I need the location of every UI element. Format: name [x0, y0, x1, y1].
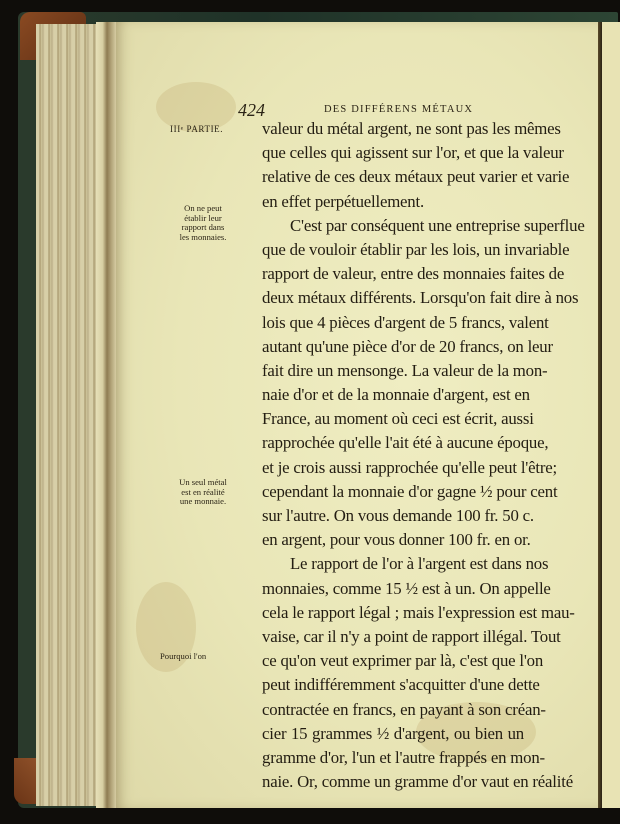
margin-note-line: les monnaies.	[179, 231, 227, 242]
text-line: lois que 4 pièces d'argent de 5 francs, valent	[262, 312, 549, 332]
text-line: cependant la monnaie d'or gagne ½ pour cent	[262, 481, 558, 501]
text-line: valeur du métal argent, ne sont pas les mêmes	[262, 119, 561, 138]
running-title: DES DIFFÉRENS MÉTAUX	[324, 104, 474, 115]
text-line: et je crois aussi rapprochée qu'elle peut l'être;	[262, 457, 557, 477]
margin-note-line: rapport dans	[181, 222, 225, 233]
text-line: cier 15 grammes ½ d'argent, ou bien un	[262, 723, 524, 743]
margin-note-line: établir leur	[184, 212, 222, 223]
text-line: naie. Or, comme un gramme d'or vaut en réalité	[262, 772, 573, 792]
page-edges-inner	[96, 22, 118, 808]
text-line: gramme d'or, l'un et l'autre frappés en mon-	[262, 747, 545, 767]
text-line: Le rapport de l'or à l'argent est dans nos	[290, 554, 549, 574]
body-text	[262, 117, 585, 794]
margin-note-line: Pourquoi l'on	[160, 651, 207, 661]
margin-note-line: On ne peut	[184, 203, 222, 213]
text-line: que de vouloir établir par les lois, un invariable	[262, 239, 570, 259]
page-edges	[36, 24, 102, 806]
text-line: autant qu'une pièce d'or de 20 francs, on leur	[262, 336, 553, 356]
text-line: en argent, pour vous donner 100 fr. en or.	[262, 530, 531, 550]
text-line: ce qu'on veut exprimer par là, c'est que l'on	[262, 651, 544, 671]
text-line: cela le rapport légal ; mais l'expression est mau-	[262, 602, 575, 622]
margin-note-line: est en réalité	[181, 486, 225, 497]
facing-page-edge	[602, 22, 620, 808]
margin-note-rapport	[164, 204, 242, 242]
text-line: contractée en francs, en payant à son créan-	[262, 699, 546, 719]
text-line: sur l'autre. On vous demande 100 fr. 50 c.	[262, 506, 534, 525]
text-line: vaise, car il n'y a point de rapport illégal. Tout	[262, 626, 561, 646]
text-line: peut indifféremment s'acquitter d'une dette	[262, 675, 540, 695]
text-line: France, au moment où ceci est écrit, aussi	[262, 409, 534, 429]
text-line: C'est par conséquent une entreprise superflue	[290, 215, 585, 235]
text-line: rapprochée qu'elle l'ait été à aucune époque,	[262, 433, 549, 453]
part-label: IIIᵉ PARTIE.	[170, 124, 224, 134]
margin-note-seul-metal	[164, 478, 242, 507]
text-line: naie d'or et de la monnaie d'argent, est en	[262, 385, 530, 405]
margin-note-line: Un seul métal	[179, 477, 227, 487]
margin-note-pourquoi	[160, 652, 238, 662]
text-line: en effet perpétuellement.	[262, 191, 424, 211]
text-line: monnaies, comme 15 ½ est à un. On appelle	[262, 578, 551, 598]
text-line: fait dire un mensonge. La valeur de la mon-	[262, 360, 548, 380]
page-number: 424	[238, 100, 265, 120]
text-line: rapport de valeur, entre des monnaies faites de	[262, 264, 565, 284]
margin-note-line: une monnaie.	[179, 496, 227, 507]
text-line: que celles qui agissent sur l'or, et que la valeur	[262, 143, 564, 163]
text-line: deux métaux différents. Lorsqu'on fait dire à nos	[262, 288, 579, 308]
text-line: relative de ces deux métaux peut varier et varie	[262, 167, 570, 187]
